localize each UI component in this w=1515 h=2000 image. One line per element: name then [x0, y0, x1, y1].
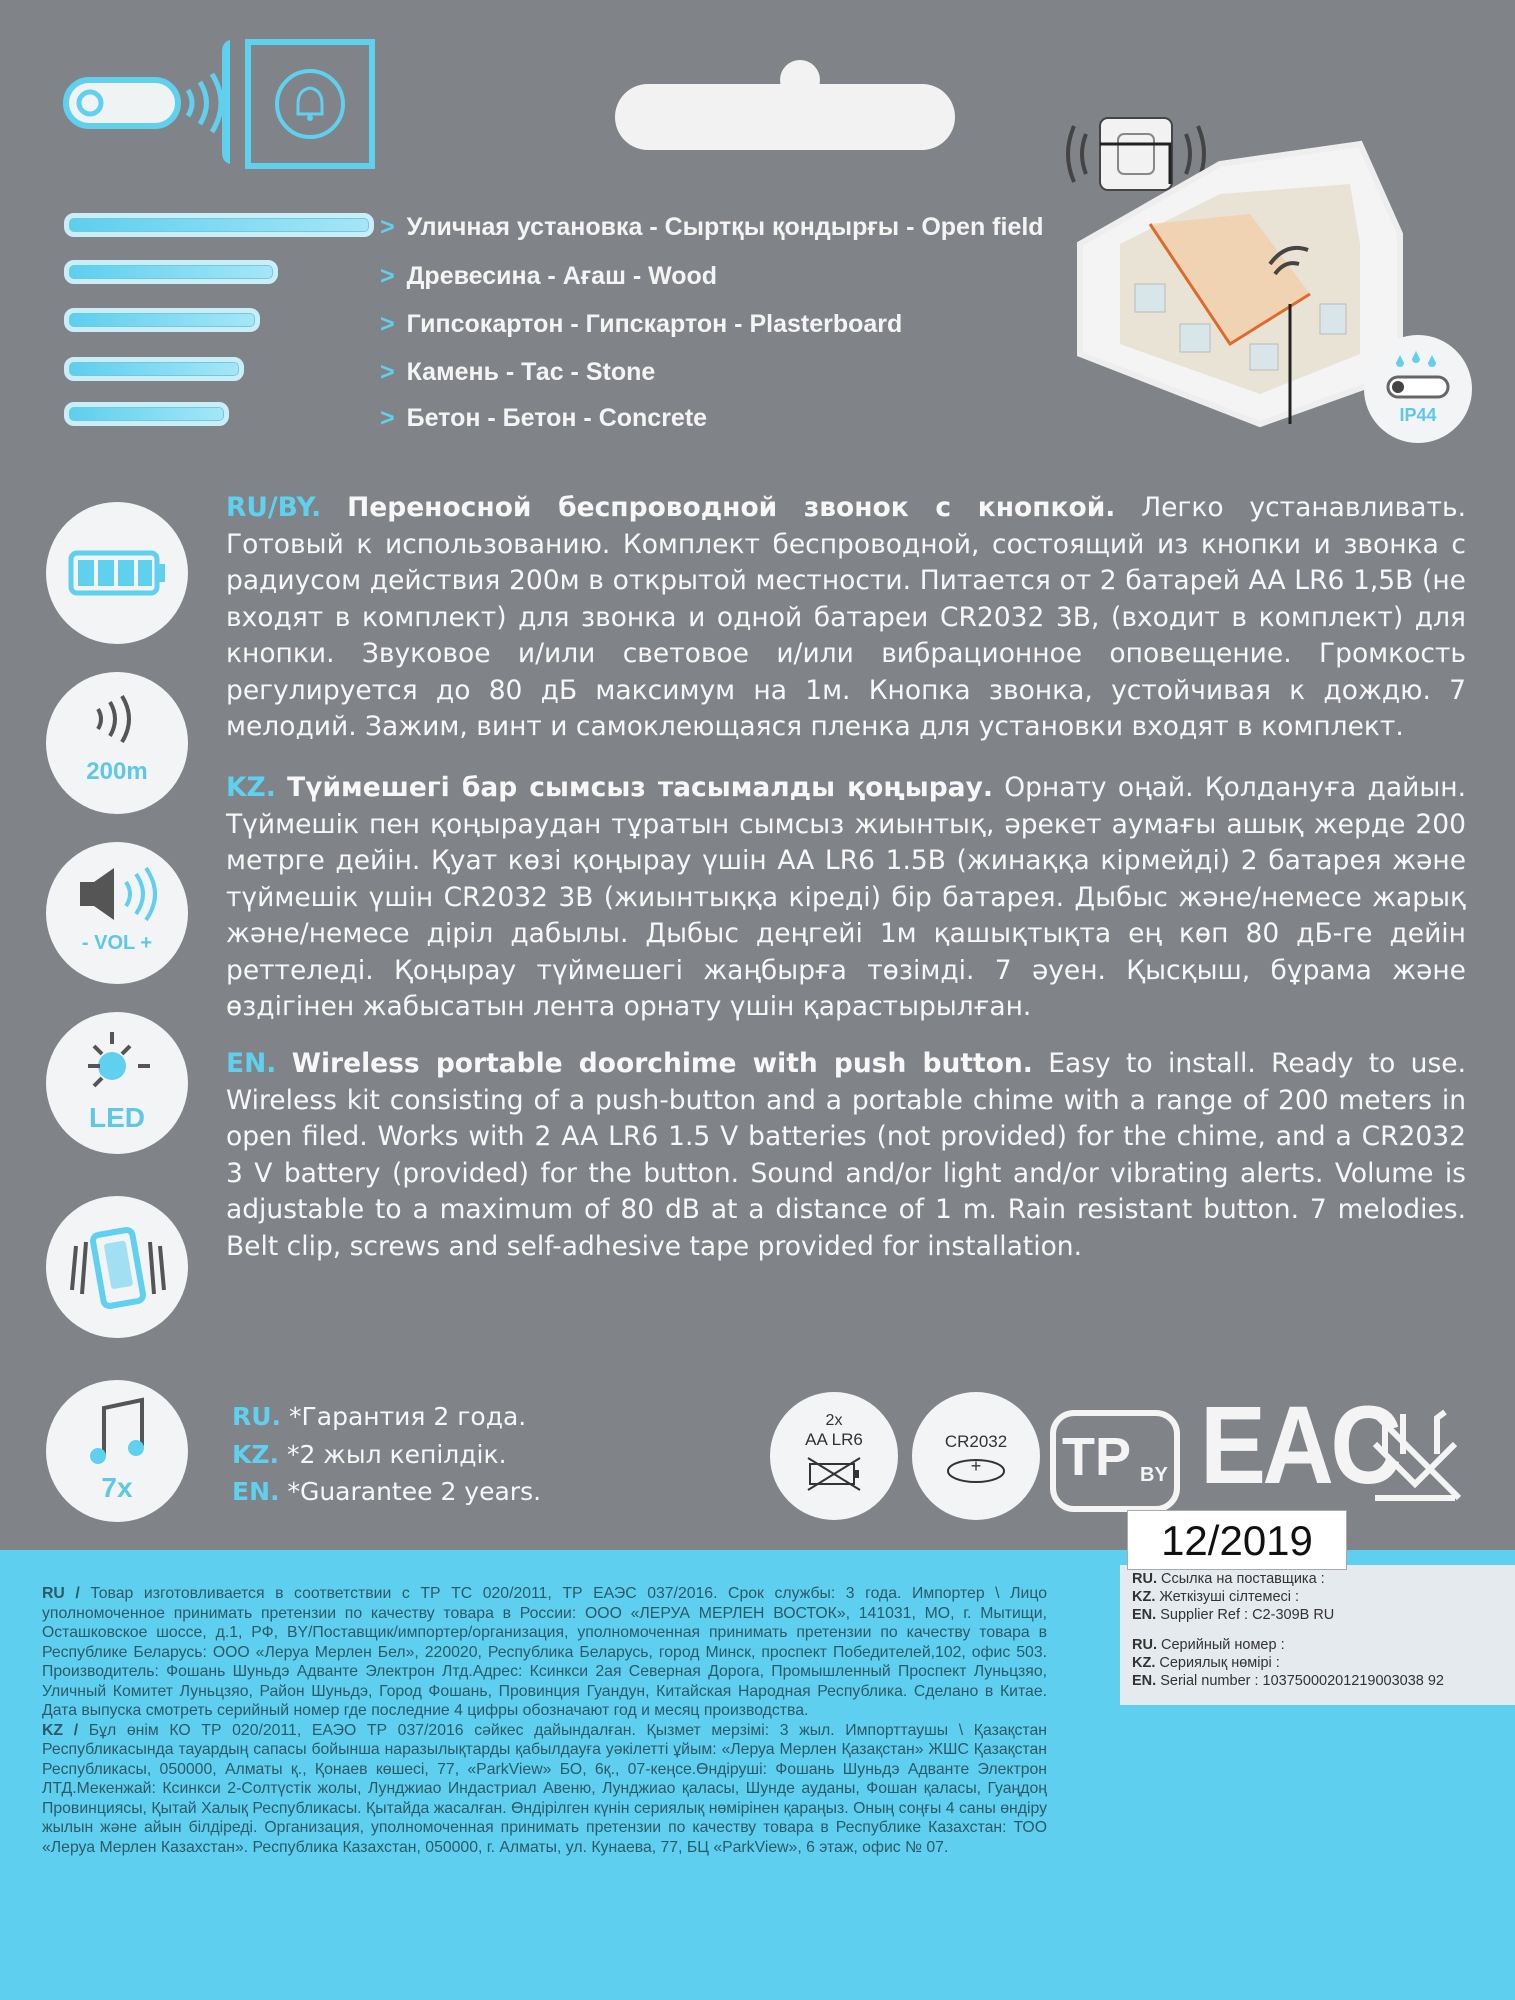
- ip-rating: IP44: [1399, 405, 1437, 425]
- description-en: EN. Wireless portable doorchime with push button. Easy to install. Ready to use. Wireless kit consisting of a push-button and a portable chime with a range of 200 meters in open filed. Works with 2 AA LR6 1.5 V batteries (not provided) for the chime, and a CR2032 3 V battery (provided) for the button. Sound and/or light and/or vibrating alerts. Volume is adjustable to a maximum of 80 dB at a distance of 1 m. Rain resistant button. 7 melodies. Belt clip, screws and self-adhesive tape provided for installation.: [226, 1048, 1466, 1262]
- battery-qty: 2x: [825, 1412, 843, 1429]
- battery-icon: [68, 550, 168, 596]
- production-date: 12/2019: [1161, 1517, 1313, 1564]
- vibration-icon: [68, 1226, 168, 1310]
- serial-ru: RU. Серийный номер :: [1132, 1637, 1285, 1653]
- range-label-plasterboard: > Гипсокартон - Гипскартон - Plasterboard: [380, 310, 903, 338]
- description-kz: KZ. Түймешегі бар сымсыз тасымалды қоңырау. Орнату оңай. Қолдануға дайын. Түймешік пен қоңыраудан тұратын сымсыз жиынтық, әрекет аумағы ашық жерде 200 метрге дейін. Қуат көзі қоңырау үшін AA LR6 1.5В (жинаққа кірмейді) 2 батарея және түймешік үшін CR2032 3В (жиынтыққа кіреді) бір батарея. Дыбыс және/немесе жарық және/немесе діріл дабылы. Дыбыс деңгейі 1м қашықтықта ең көп 80 дБ-ге дейін реттеледі. Қоңырау түймешегі жаңбырға төзімді. 7 әуен. Қысқыш, бұрама және өздігінен жабысатын лента орнату үшін қарастырылған.: [226, 772, 1466, 1022]
- feature-range: [46, 672, 188, 814]
- tr-mark-text: TP: [1062, 1427, 1132, 1487]
- range-label-open-field: > Уличная установка - Сыртқы қондырғы - Open field: [380, 213, 1044, 241]
- feature-volume: [46, 842, 188, 984]
- supplier-sticker: [1120, 1565, 1515, 1705]
- battery-crossed-icon: [804, 1454, 864, 1494]
- range-bar-stone: [64, 357, 244, 381]
- melodies-count: 7x: [101, 1472, 133, 1503]
- aa-battery-badge: [770, 1392, 898, 1520]
- battery-type-aa: AA LR6: [805, 1430, 863, 1449]
- serial-kz: KZ. Сериялық нөмірі :: [1132, 1655, 1280, 1671]
- legal-text: [42, 1584, 1047, 1857]
- date-stamp: [1127, 1510, 1347, 1570]
- led-label: LED: [89, 1102, 145, 1133]
- led-light-icon: [82, 1026, 162, 1096]
- legal-ru: Товар изготовливается в соответствии с ТР ТС 020/2011, ТР ЕАЭС 037/2016. Срок службы: 3 года. Импортер \ Лицо уполномоченное принимать претензии по качеству товара в России: ООО «ЛЕРУА МЕРЛЕН ВОСТОК», 141031, МО, г. Мытищи, Осташковское шоссе, д.1, РФ, BY/Поставщик/импортер/организация, уполномоченная принимать претензии по качеству товара в Республике Беларусь: ООО «Леруа Мерлен Бел», 220020, Республика Беларусь, город Минск, проспект Победителей,102, офис 503. Производитель: Фошань Шуньдэ Адванте Электрон Лтд.Адрес: Ксинкси 2ая Северная Дорога, Промышленный Проспект Луньцзяо, Уличный Комитет Луньцзяо, Район Шуньдэ, Город Фошань, Провинция Гуандун, Китайская Народная Республика. Сделано в Китае. Дата выпуска смотреть серийный номер где последние 4 цифры обозначают год и месяц производства.: [42, 1585, 1047, 1719]
- cr2032-battery-badge: [912, 1392, 1040, 1520]
- signal-waves-icon: [88, 694, 148, 744]
- supplier-ref-en: EN. Supplier Ref : C2-309B RU: [1132, 1607, 1335, 1623]
- supplier-ref-kz: KZ. Жеткізуші сілтемесі :: [1132, 1589, 1300, 1605]
- range-bar-plasterboard: [64, 308, 260, 332]
- range-label-concrete: > Бетон - Бетон - Concrete: [380, 404, 708, 432]
- description-ru: RU/BY. Переносной беспроводной звонок с кнопкой. Легко устанавливать. Готовый к использованию. Комплект беспроводной, состоящий из кнопки и звонка с радиусом действия 200м в открытой местности. Питается от 2 батарей AA LR6 1,5В (не входят в комплект) для звонка и одной батареи CR2032 3В, (входит в комплект) для кнопки. Звуковое и/или световое и/или вибрационное оповещение. Громкость регулируется до 80 дБ максимум на 1м. Кнопка звонка, устойчивая к дождю. 7 мелодий. Зажим, винт и самоклеющаяся пленка для установки входят в комплект.: [226, 492, 1466, 742]
- chevron-right-icon: >: [380, 310, 395, 338]
- chevron-right-icon: >: [380, 213, 395, 241]
- legal-ru-lang: RU /: [42, 1585, 80, 1602]
- chevron-right-icon: >: [380, 404, 395, 432]
- hanger-notch: [780, 60, 820, 100]
- feature-led: [46, 1012, 188, 1154]
- range-value: 200m: [86, 758, 148, 785]
- eac-mark: EAC: [1200, 1384, 1399, 1507]
- supplier-ref-ru: RU. Ссылка на поставщика :: [1132, 1571, 1325, 1587]
- feature-melodies: [46, 1380, 188, 1522]
- chevron-right-icon: >: [380, 262, 395, 290]
- tr-mark-sub: BY: [1140, 1464, 1168, 1486]
- doorbell-illustration-icon: [60, 36, 390, 186]
- legal-kz: Бұл өнім КО ТР 020/2011, ЕАЭО ТР 037/2016 сәйкес дайындалған. Қызмет мерзімі: 3 жыл. Импорттаушы \ Қазақстан Республикасында тауардың сапасы бойынша наразылықтарды қабылдауға уәкілетті ұйым: «Леруа Мерлен Қазақстан» ЖШС Қазақстан Республикасы, 050000, Алматы қ., Қонаев көшесі, 77, «ParkView» БО, 6қ., 07-кеңсе.Өндіруші: Фошань Шуньдэ Адванте Электрон ЛТД.Мекенжай: Ксинкси 2-Солтүстік жолы, Лунджиао Индастриал Авеню, Лунджиао қаласы, Шунде ауданы, Фошан қаласы, Гуаңдоң Провинциясы, Қытай Халық Республикасы. Қытайда жасалған. Өндірілген күнін сериялық нөмірінен қараңыз. Оның соңғы 4 саны өндіру жылын және айын білдіреді. Организация, уполномоченная принимать претензии по качеству товара в Республике Казахстан: ТОО «Леруа Мерлен Казахстан». Республика Казахстан, 050000, г. Алматы, ул. Кунаева, 77, БЦ «ParkView», 6 этаж, офис № 07.: [42, 1721, 1047, 1856]
- ip-badge: [1364, 335, 1472, 443]
- music-note-icon: [84, 1394, 154, 1474]
- guarantee-en: EN. *Guarantee 2 years.: [232, 1477, 542, 1506]
- no-food-contact-icon: [1365, 1404, 1465, 1504]
- battery-type-cr2032: CR2032: [944, 1432, 1008, 1451]
- range-label-stone: > Камень - Тас - Stone: [380, 358, 656, 386]
- volume-label: - VOL +: [81, 932, 153, 954]
- range-bar-open-field: [64, 213, 374, 237]
- raindrops-icon: [1380, 345, 1456, 405]
- feature-vibration: [46, 1196, 188, 1338]
- feature-battery: [46, 502, 188, 644]
- speaker-icon: [74, 864, 164, 924]
- range-bar-concrete: [64, 402, 229, 426]
- guarantee-ru: RU. *Гарантия 2 года.: [232, 1402, 527, 1431]
- range-label-wood: > Древесина - Ағаш - Wood: [380, 262, 718, 290]
- battery-plus: +: [970, 1456, 982, 1476]
- legal-kz-lang: KZ /: [42, 1721, 79, 1739]
- serial-en: EN. Serial number : 10375000201219003038 92: [1132, 1673, 1444, 1689]
- range-bar-wood: [64, 260, 278, 284]
- chevron-right-icon: >: [380, 358, 395, 386]
- tr-by-mark: [1050, 1410, 1180, 1512]
- guarantee-kz: KZ. *2 жыл кепілдік.: [232, 1440, 507, 1469]
